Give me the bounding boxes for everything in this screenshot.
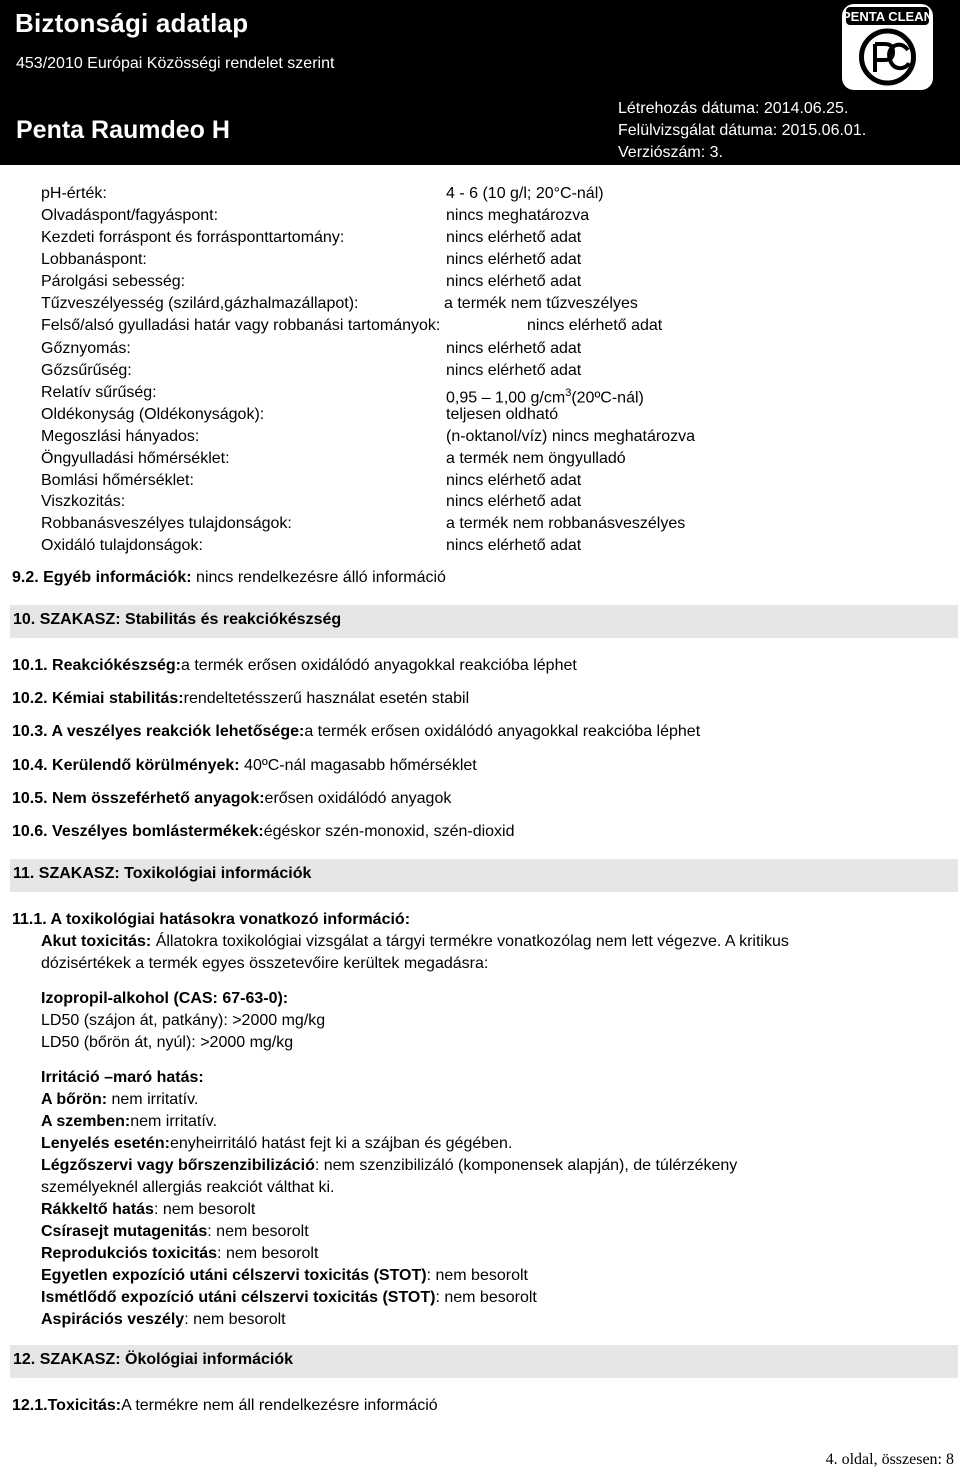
aspiration-text: : nem besorolt <box>184 1311 286 1328</box>
property-value: nincs elérhető adat <box>446 537 582 554</box>
property-label: Bomlási hőmérséklet: <box>41 472 194 489</box>
hazardous-reactions-text: a termék erősen oxidálódó anyagokkal reakcióba léphet <box>304 723 701 740</box>
irritation-heading: Irritáció –maró hatás: <box>41 1069 204 1086</box>
reproductive-text: : nem besorolt <box>217 1245 319 1262</box>
stot-single-label: Egyetlen expozíció utáni célszervi toxicitás (STOT) <box>41 1267 427 1284</box>
section-12-heading <box>10 1345 958 1378</box>
property-label: Megoszlási hányados: <box>41 428 200 445</box>
page-number: 4. oldal, összesen: 8 <box>825 1451 954 1468</box>
penta-clean-logo <box>840 2 935 92</box>
property-label: pH-érték: <box>41 185 107 202</box>
property-label: Tűzveszélyesség (szilárd,gázhalmazállapot): <box>41 295 359 312</box>
stot-single-text: : nem besorolt <box>426 1267 528 1284</box>
stot-repeated-label: Ismétlődő expozíció utáni célszervi toxicitás (STOT) <box>41 1289 436 1306</box>
acute-toxicity-line <box>41 931 789 953</box>
reproductive-label: Reprodukciós toxicitás <box>41 1245 218 1262</box>
property-value: nincs meghatározva <box>446 207 590 224</box>
property-value: nincs elérhető adat <box>446 472 582 489</box>
property-value: a termék nem tűzveszélyes <box>444 295 638 312</box>
stability-label: 10.2. Kémiai stabilitás: <box>12 690 184 707</box>
property-value: nincs elérhető adat <box>446 493 582 510</box>
skin-text: nem irritatív. <box>107 1091 199 1108</box>
property-value: (n-oktanol/víz) nincs meghatározva <box>446 428 695 445</box>
logo-text: PENTA CLEAN <box>842 9 933 24</box>
section-11-heading <box>10 859 958 892</box>
property-label: Viszkozitás: <box>41 493 126 510</box>
section-10-title: 10. SZAKASZ: Stabilitás és reakciókészség <box>13 611 342 628</box>
reactivity-text: a termék erősen oxidálódó anyagokkal reakcióba léphet <box>181 657 577 674</box>
eye-line <box>41 1111 217 1133</box>
ld50-oral: LD50 (szájon át, patkány): >2000 mg/kg <box>41 1012 326 1029</box>
product-name: Penta Raumdeo H <box>16 116 230 144</box>
stot-repeated-text: : nem besorolt <box>435 1289 537 1306</box>
skin-label: A bőrön: <box>41 1091 108 1108</box>
property-label: Robbanásveszélyes tulajdonságok: <box>41 515 292 532</box>
section-11-title: 11. SZAKASZ: Toxikológiai információk <box>13 865 312 882</box>
created-date: Létrehozás dátuma: 2014.06.25. <box>618 100 849 117</box>
property-value: nincs elérhető adat <box>527 317 663 334</box>
incompatible-line <box>12 788 451 810</box>
document-title: Biztonsági adatlap <box>15 8 249 38</box>
hazardous-reactions-line <box>12 721 700 743</box>
decomposition-line <box>12 821 515 843</box>
property-value: nincs elérhető adat <box>446 362 582 379</box>
carcinogenicity-line <box>41 1199 255 1221</box>
property-label: Öngyulladási hőmérséklet: <box>41 450 230 467</box>
property-label: Olvadáspont/fagyáspont: <box>41 207 219 224</box>
density-temperature: (20ºC-nál) <box>571 389 644 407</box>
decomposition-text: égéskor szén-monoxid, szén-dioxid <box>263 823 515 840</box>
other-info-text: nincs rendelkezésre álló információ <box>191 569 446 586</box>
stability-line <box>12 688 469 710</box>
aspiration-label: Aspirációs veszély <box>41 1311 185 1328</box>
eye-label: A szemben: <box>41 1113 131 1130</box>
date-block <box>618 98 866 164</box>
stot-repeated-line <box>41 1287 537 1309</box>
conditions-avoid-text: 40ºC-nál magasabb hőmérséklet <box>239 757 477 774</box>
swallow-label: Lenyelés esetén: <box>41 1135 170 1152</box>
property-label: Oldékonyság (Oldékonyságok): <box>41 406 265 423</box>
property-value: teljesen oldható <box>446 406 559 423</box>
acute-toxicity-line-2: dózisértékek a termék egyes összetevőire kerültek megadásra: <box>41 955 489 972</box>
eco-toxicity-line <box>12 1395 438 1417</box>
section-12-title: 12. SZAKASZ: Ökológiai információk <box>13 1351 294 1368</box>
sensitization-label: Légzőszervi vagy bőrszenzibilizáció <box>41 1157 315 1174</box>
property-label: Gőzsűrűség: <box>41 362 132 379</box>
property-value: a termék nem öngyulladó <box>446 450 626 467</box>
stot-single-line <box>41 1265 528 1287</box>
sensitization-text: : nem szenzibilizáló (komponensek alapján), de túlérzékeny <box>314 1157 738 1174</box>
eco-toxicity-label: 12.1.Toxicitás: <box>12 1397 122 1414</box>
carcinogenicity-text: : nem besorolt <box>153 1201 256 1218</box>
carcinogenicity-label: Rákkeltő hatás <box>41 1201 154 1218</box>
header-bar <box>0 0 960 165</box>
incompatible-label: 10.5. Nem összeférhető anyagok: <box>12 790 265 807</box>
density-exponent: 3 <box>565 387 572 399</box>
conditions-avoid-line <box>12 755 477 777</box>
hazardous-reactions-label: 10.3. A veszélyes reakciók lehetősége: <box>12 723 305 740</box>
other-info-line <box>12 567 446 589</box>
incompatible-text: erősen oxidálódó anyagok <box>264 790 452 807</box>
isopropyl-heading: Izopropil-alkohol (CAS: 67-63-0): <box>41 990 289 1007</box>
property-label: Párolgási sebesség: <box>41 273 186 290</box>
conditions-avoid-label: 10.4. Kerülendő körülmények: <box>12 757 240 774</box>
property-value: a termék nem robbanásveszélyes <box>446 515 686 532</box>
section-10-heading <box>10 605 958 638</box>
property-value: nincs elérhető adat <box>446 340 582 357</box>
sensitization-line-2: személyeknél allergiás reakciót válthat ki. <box>41 1179 335 1196</box>
other-info-label: 9.2. Egyéb információk: <box>12 569 192 586</box>
aspiration-line <box>41 1309 286 1331</box>
reactivity-label: 10.1. Reakciókészség: <box>12 657 181 674</box>
skin-line <box>41 1089 198 1111</box>
sensitization-line <box>41 1155 737 1177</box>
tox-info-title: 11.1. A toxikológiai hatásokra vonatkozó információ: <box>12 911 411 928</box>
reactivity-line <box>12 655 577 677</box>
mutagenicity-text: : nem besorolt <box>207 1223 309 1240</box>
eco-toxicity-text: A termékre nem áll rendelkezésre információ <box>121 1397 438 1414</box>
revised-date: Felülvizsgálat dátuma: 2015.06.01. <box>618 122 867 139</box>
mutagenicity-line <box>41 1221 309 1243</box>
version-number: Verziószám: 3. <box>618 144 723 161</box>
stability-text: rendeltetésszerű használat esetén stabil <box>183 690 470 707</box>
property-value: 4 - 6 (10 g/l; 20°C-nál) <box>446 185 604 202</box>
acute-toxicity-label: Akut toxicitás: <box>41 933 152 950</box>
reproductive-line <box>41 1243 318 1265</box>
property-value: nincs elérhető adat <box>446 251 582 268</box>
property-label: Felső/alsó gyulladási határ vagy robbanási tartományok: <box>41 317 441 334</box>
property-value: nincs elérhető adat <box>446 273 582 290</box>
mutagenicity-label: Csírasejt mutagenitás <box>41 1223 208 1240</box>
property-label: Lobbanáspont: <box>41 251 147 268</box>
swallow-line <box>41 1133 512 1155</box>
decomposition-label: 10.6. Veszélyes bomlástermékek: <box>12 823 264 840</box>
regulation-subtitle: 453/2010 Európai Közösségi rendelet szerint <box>16 55 335 72</box>
property-value: nincs elérhető adat <box>446 229 582 246</box>
property-label: Gőznyomás: <box>41 340 131 357</box>
property-label: Kezdeti forráspont és forrásponttartomány: <box>41 229 345 246</box>
density-range: 0,95 – 1,00 g/cm <box>446 389 566 407</box>
property-label: Relatív sűrűség: <box>41 384 157 401</box>
ld50-dermal: LD50 (bőrön át, nyúl): >2000 mg/kg <box>41 1034 294 1051</box>
eye-text: nem irritatív. <box>130 1113 218 1130</box>
property-label: Oxidáló tulajdonságok: <box>41 537 203 554</box>
swallow-text: enyheirritáló hatást fejt ki a szájban és gégében. <box>169 1135 513 1152</box>
acute-toxicity-text: Állatokra toxikológiai vizsgálat a tárgyi termékre vonatkozólag nem lett végezve. A kritikus <box>151 933 789 950</box>
